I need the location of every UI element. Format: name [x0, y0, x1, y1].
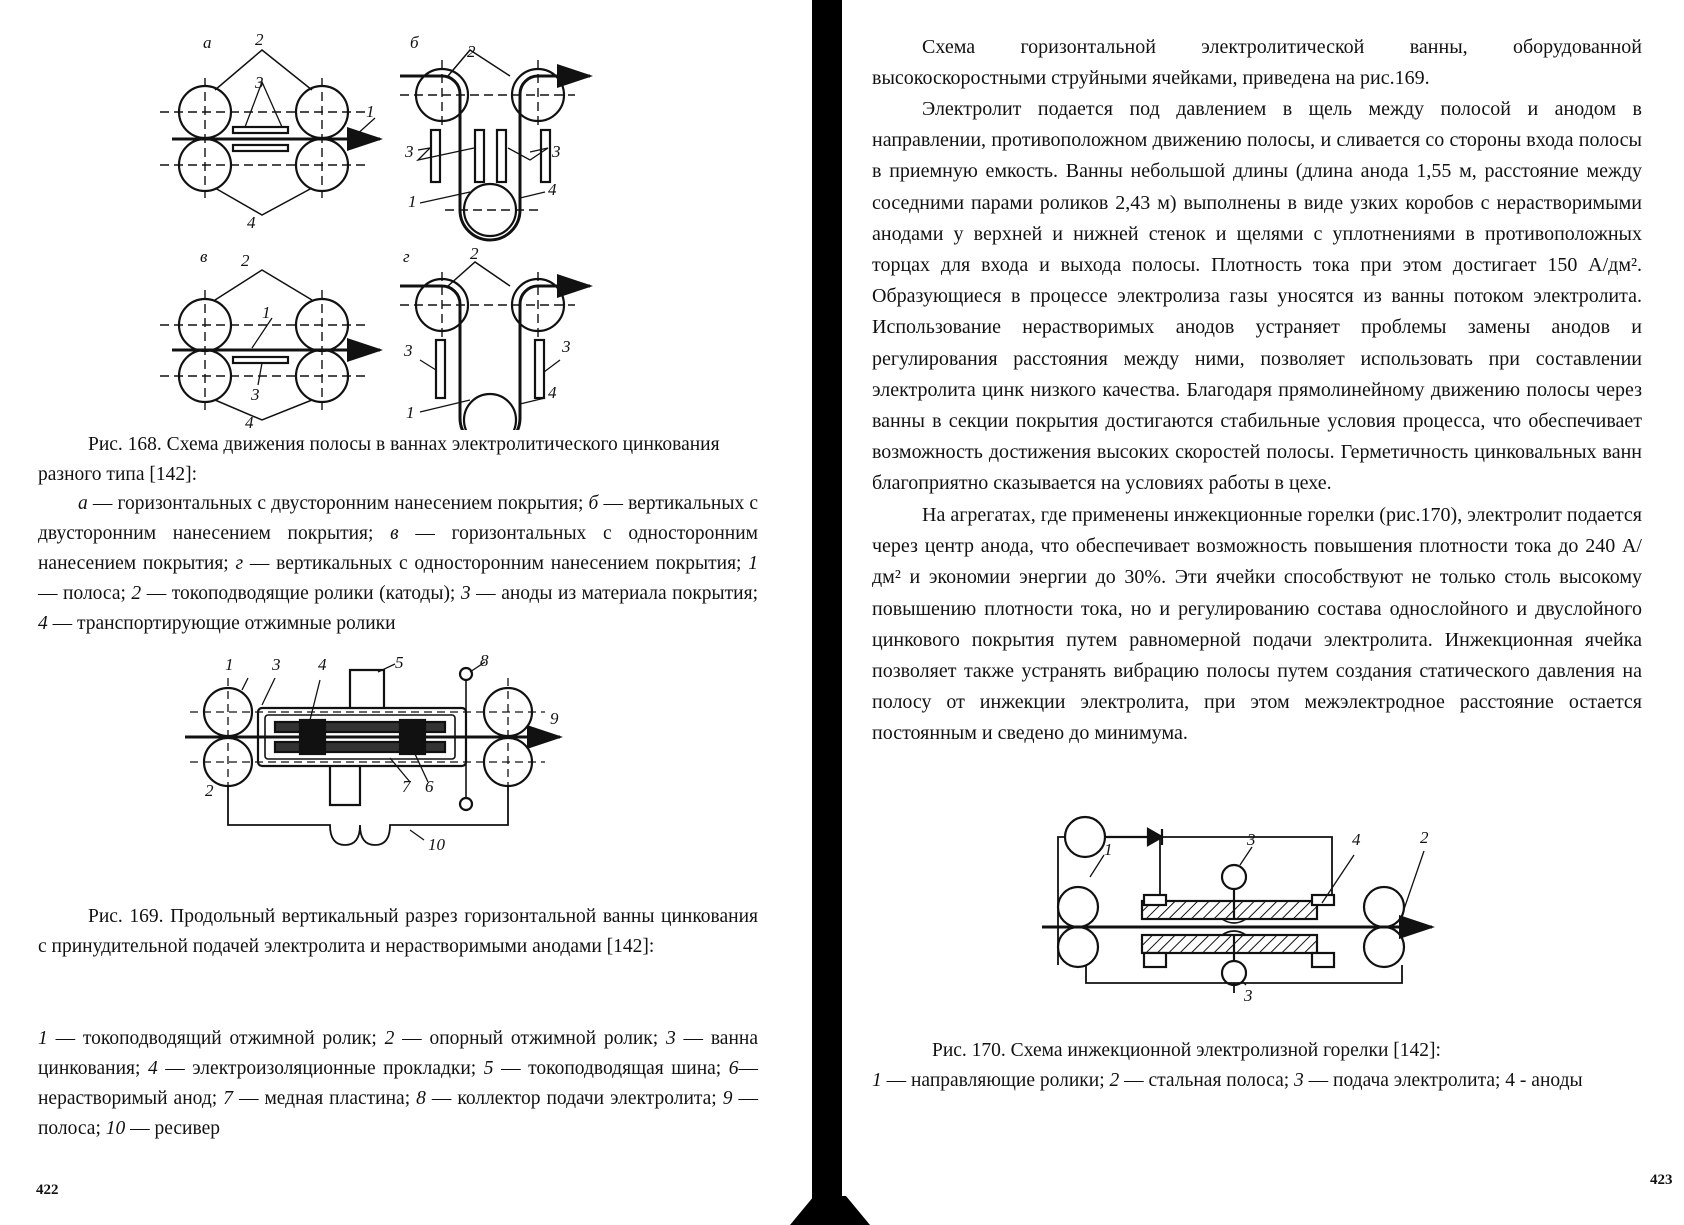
legend-mark: 1 [872, 1070, 882, 1091]
legend-mark: 10 [105, 1118, 126, 1139]
callout-9: 9 [550, 709, 559, 728]
legend-text: — направляющие ролики; [881, 1070, 1110, 1091]
legend-text: — опорный отжимной ролик; [394, 1028, 666, 1049]
legend-text: — вертикальных с односторонним нанесением покрытия; [243, 553, 749, 574]
callout-7: 7 [402, 777, 411, 796]
page-number-right: 423 [1650, 1172, 1673, 1188]
callout-2: 2 [205, 781, 214, 800]
legend-mark: 3 [460, 583, 471, 604]
legend-mark: 1 [38, 1028, 48, 1049]
figure-168-legend [38, 489, 758, 639]
paragraph-3 [872, 500, 1642, 750]
callout-3-b-right: 3 [552, 142, 561, 161]
callout-3-g-left: 3 [404, 341, 413, 360]
legend-mark: 4 [38, 613, 48, 634]
legend-mark: 8 [416, 1088, 426, 1109]
callout-4: 4 [247, 213, 256, 232]
callout-2: 2 [1420, 828, 1429, 847]
callout-2-v: 2 [241, 251, 250, 270]
label-a: а [203, 33, 212, 52]
legend-mark: а [78, 493, 88, 514]
callout-3-top: 3 [1247, 830, 1256, 849]
legend-text: — полоса; [38, 1088, 758, 1139]
legend-text: — ванна цинкования; [38, 1028, 758, 1079]
figure-168 [0, 0, 816, 430]
legend-mark: 1 [748, 553, 758, 574]
legend-mark: б [588, 493, 599, 514]
figure-168-caption [38, 430, 758, 490]
paragraph-1-text: Схема горизонтальной электролитической ванны, оборудованной высокоскоростными струйными ячейками, приведена на рис.169. [872, 36, 1642, 90]
legend-text: — токоподводящая шина; [493, 1058, 729, 1079]
page-number-left: 422 [36, 1182, 59, 1198]
legend-text: — горизонтальных с односторонним нанесением покрытия; [38, 523, 758, 574]
callout-3-b-left: 3 [405, 142, 414, 161]
callout-1: 1 [366, 102, 375, 121]
callout-10: 10 [428, 835, 445, 854]
label-b: б [410, 33, 419, 52]
legend-text: — токоподводящие ролики (катоды); [141, 583, 461, 604]
paragraph-2-text: Электролит подается под давлением в щель между полосой и анодом в направлении, противоположном движению полосы, и сливается со стороны входа полосы в приемную емкость. Ванны небольшой длины (длина анода 1,55 м, расстояние между соседними парами роликов 2,43 м) выполнены в виде узких коробов с нерастворимыми анодами у верхней и нижней стенок и щелями с уплотнениями в противоположных торцах для входа и выхода полосы. Плотность тока при этом достигает 150 А/дм². Образующиеся в процессе электролиза газы уносятся из ванны потоком электролита. Использование нерастворимых анодов устраняет проблемы замены анодов и регулирования расстояния между ними, позволяет использовать при составлении электролита цинк низкого качества. Благодаря прямолинейному движению полосы через ванны в секции покрытия достигаются стабильные условия процесса, что обеспечивает возможность достижения высоких скоростей полосы. Герметичность цинковальных ванн благоприятно сказывается на условиях работы в цехе. [872, 98, 1642, 495]
callout-3-bottom: 3 [1244, 986, 1253, 1005]
callout-4: 4 [318, 655, 327, 674]
label-v: в [200, 247, 208, 266]
callout-3: 3 [272, 655, 281, 674]
legend-mark: 3 [665, 1028, 676, 1049]
callout-4-g: 4 [548, 383, 557, 402]
legend-mark: 3 [1294, 1070, 1304, 1091]
legend-text: — вертикальных с двусторонним нанесением покрытия; [38, 493, 758, 544]
panel-v-diagram [160, 270, 380, 420]
callout-2: 2 [255, 30, 264, 49]
legend-mark: 2 [1109, 1070, 1120, 1091]
legend-text: — токоподводящий отжимной ролик; [47, 1028, 385, 1049]
legend-text: — горизонтальных с двусторонним нанесением покрытия; [87, 493, 589, 514]
legend-mark: 9 [722, 1088, 733, 1109]
figure-170 [842, 815, 1684, 1005]
legend-text: — аноды из материала покрытия; [470, 583, 758, 604]
legend-mark: в [390, 523, 399, 544]
panel-a-diagram [160, 50, 380, 215]
callout-4: 4 [1352, 830, 1361, 849]
left-page [0, 0, 816, 1225]
legend-text: — электроизоляционные прокладки; [157, 1058, 484, 1079]
legend-text: — ресивер [125, 1118, 220, 1139]
legend-text: — коллектор подачи электролита; [425, 1088, 723, 1109]
callout-4-b: 4 [548, 180, 557, 199]
callout-2-b: 2 [467, 42, 476, 61]
figure-170-legend [872, 1066, 1642, 1096]
legend-mark: г [235, 553, 244, 574]
legend-text: — нерастворимый анод; [38, 1058, 759, 1109]
figure-170-caption-title: Рис. 170. Схема инжекционной электролизной горелки [142]: [932, 1040, 1441, 1061]
figure-169-caption-title: Рис. 169. Продольный вертикальный разрез горизонтальной ванны цинкования с принудительной подачей электролита и нерастворимыми анодами [142]: [38, 906, 758, 957]
legend-text: — подача электролита; 4 - аноды [1303, 1070, 1583, 1091]
legend-mark: 6 [728, 1058, 739, 1079]
paragraph-1 [872, 32, 1642, 94]
callout-1: 1 [225, 655, 234, 674]
legend-text: — медная пластина; [232, 1088, 417, 1109]
legend-mark: 5 [483, 1058, 494, 1079]
legend-mark: 4 [147, 1058, 158, 1079]
callout-1: 1 [1104, 840, 1113, 859]
paragraph-3-text: На агрегатах, где применены инжекционные горелки (рис.170), электролит подается через центр анода, что обеспечивает возможность повышения плотности тока до 240 А/дм² и экономии энергии до 30%. Эти ячейки способствуют не только столь высокому повышению плотности тока, но и регулированию состава однослойного и двуслойного цинкового покрытия путем равномерной подачи электролита. Инжекционная ячейка позволяет также устранять вибрацию полосы путем создания статического давления на полосу от инжекции электролита, при этом межэлектродное расстояние остается постоянным и сведено до минимума. [872, 504, 1642, 745]
callout-6: 6 [425, 777, 434, 796]
callout-5: 5 [395, 653, 404, 672]
figure-168-caption-title: Рис. 168. Схема движения полосы в ваннах электролитического цинкования разного типа [142]: [38, 434, 720, 485]
paragraph-2 [872, 94, 1642, 500]
callout-1-b: 1 [408, 192, 417, 211]
legend-mark: 2 [384, 1028, 395, 1049]
panel-b-diagram [400, 50, 590, 240]
callout-2-g: 2 [470, 244, 479, 263]
callout-3-g-right: 3 [562, 337, 571, 356]
figure-170-caption [872, 1036, 1642, 1066]
callout-1-g: 1 [406, 403, 415, 422]
legend-mark: 2 [131, 583, 142, 604]
callout-8: 8 [480, 651, 489, 670]
legend-text: — стальная полоса; [1119, 1070, 1295, 1091]
legend-text: — полоса; [38, 583, 132, 604]
legend-mark: 7 [223, 1088, 233, 1109]
callout-1-v: 1 [262, 303, 271, 322]
label-g: г [403, 247, 410, 266]
figure-169 [0, 650, 816, 870]
figure-169-caption [38, 902, 758, 962]
right-page [842, 0, 1684, 1225]
callout-3: 3 [255, 73, 264, 92]
legend-text: — транспортирующие отжимные ролики [47, 613, 396, 634]
callout-4-v: 4 [245, 413, 254, 430]
book-gutter [812, 0, 842, 1225]
figure-169-legend [38, 1024, 758, 1144]
callout-3-v: 3 [251, 385, 260, 404]
